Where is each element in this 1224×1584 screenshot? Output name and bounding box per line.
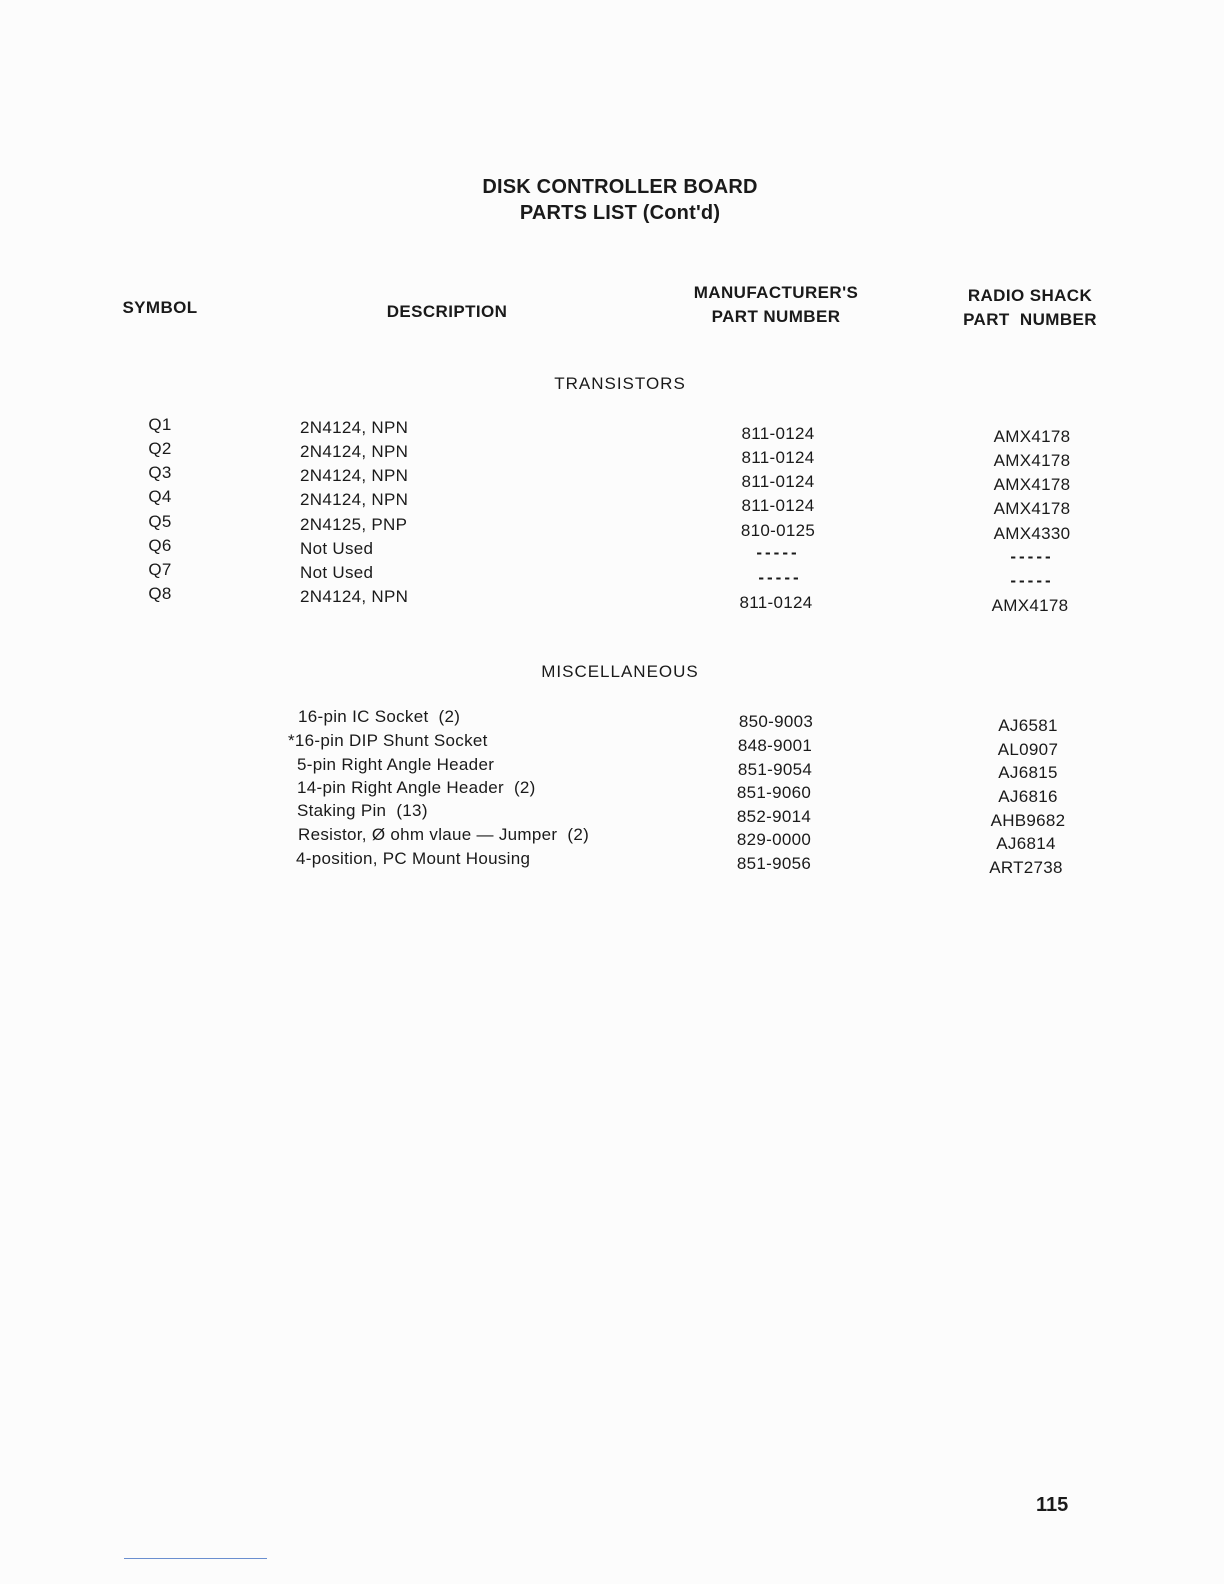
mfg-part-cell: 829-0000	[736, 830, 812, 849]
rs-part-cell: -----	[1010, 571, 1054, 590]
description-cell: 2N4124, NPN	[300, 442, 409, 461]
mfg-part-cell: 851-9056	[736, 854, 812, 873]
description-cell: 4-position, PC Mount Housing	[296, 849, 531, 868]
section-heading-transistors: TRANSISTORS	[554, 374, 686, 393]
rs-part-cell: AJ6816	[998, 787, 1058, 806]
description-cell: Not Used	[300, 563, 374, 582]
mfg-part-cell: -----	[758, 568, 802, 587]
mfg-part-cell: 851-9060	[736, 783, 812, 802]
symbol-cell: Q6	[148, 536, 172, 555]
description-cell: 2N4124, NPN	[300, 490, 409, 509]
column-header-rs-line1: RADIO SHACK	[967, 286, 1093, 305]
section-heading-miscellaneous: MISCELLANEOUS	[541, 662, 699, 681]
column-header-symbol: SYMBOL	[122, 298, 198, 317]
rs-part-cell: AL0907	[997, 740, 1059, 759]
description-cell: 2N4124, NPN	[300, 418, 409, 437]
page-number: 115	[1036, 1494, 1069, 1516]
mfg-part-cell: 811-0124	[741, 424, 815, 443]
column-header-rs-line2: PART NUMBER	[963, 310, 1097, 329]
document-title-line2: PARTS LIST (Cont'd)	[519, 202, 721, 224]
description-cell: 14-pin Right Angle Header (2)	[297, 778, 536, 797]
mfg-part-cell: -----	[756, 543, 800, 562]
rs-part-cell: AMX4330	[993, 524, 1071, 543]
description-cell: 16-pin IC Socket (2)	[298, 707, 461, 726]
rs-part-cell: AMX4178	[993, 475, 1071, 494]
symbol-cell: Q8	[148, 584, 172, 603]
description-cell: 5-pin Right Angle Header	[297, 755, 495, 774]
rs-part-cell: AMX4178	[991, 596, 1069, 615]
description-cell: 2N4124, NPN	[300, 466, 409, 485]
mfg-part-cell: 852-9014	[736, 807, 812, 826]
mfg-part-cell: 810-0125	[740, 521, 816, 540]
bottom-divider	[124, 1558, 267, 1559]
mfg-part-cell: 811-0124	[741, 472, 815, 491]
column-header-description: DESCRIPTION	[386, 302, 508, 321]
symbol-cell: Q4	[148, 487, 172, 506]
symbol-cell: Q3	[148, 463, 172, 482]
mfg-part-cell: 850-9003	[738, 712, 814, 731]
mfg-part-cell: 851-9054	[737, 760, 813, 779]
rs-part-cell: AJ6581	[998, 716, 1058, 735]
rs-part-cell: AMX4178	[993, 499, 1071, 518]
description-cell: 2N4124, NPN	[300, 587, 409, 606]
symbol-cell: Q5	[148, 512, 172, 531]
rs-part-cell: AHB9682	[990, 811, 1066, 830]
description-cell: 2N4125, PNP	[300, 515, 408, 534]
description-cell: Resistor, Ø ohm vlaue — Jumper (2)	[298, 825, 590, 844]
column-header-mfg-part-number	[666, 281, 886, 329]
rs-part-cell: AMX4178	[993, 427, 1071, 446]
rs-part-cell: -----	[1010, 547, 1054, 566]
symbol-cell: Q1	[148, 415, 172, 434]
rs-part-cell: AJ6815	[998, 763, 1058, 782]
mfg-part-cell: 811-0124	[741, 448, 815, 467]
symbol-cell: Q2	[148, 439, 172, 458]
rs-part-cell: ART2738	[989, 858, 1063, 877]
rs-part-cell: AJ6814	[996, 834, 1056, 853]
symbol-cell: Q7	[148, 560, 172, 579]
mfg-part-cell: 848-9001	[737, 736, 813, 755]
column-header-radio-shack-part-number	[940, 284, 1120, 332]
mfg-part-cell: 811-0124	[739, 593, 813, 612]
description-cell: Not Used	[300, 539, 374, 558]
document-title-line1: DISK CONTROLLER BOARD	[482, 176, 758, 198]
mfg-part-cell: 811-0124	[741, 496, 815, 515]
rs-part-cell: AMX4178	[993, 451, 1071, 470]
column-header-mfg-line1: MANUFACTURER'S	[693, 283, 859, 302]
description-cell: Staking Pin (13)	[297, 801, 428, 820]
column-header-mfg-line2: PART NUMBER	[711, 307, 841, 326]
description-cell: *16-pin DIP Shunt Socket	[288, 731, 488, 750]
